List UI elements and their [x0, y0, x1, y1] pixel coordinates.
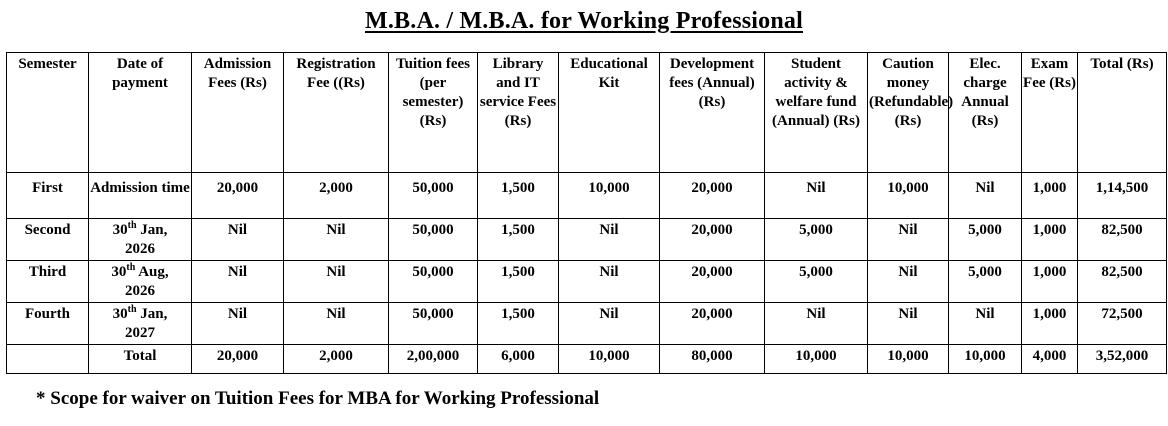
header-total: Total (Rs)	[1078, 53, 1167, 173]
tuition-fees-cell: 50,000	[389, 173, 478, 219]
exam-fee-cell: 1,000	[1022, 261, 1078, 303]
admission-fees-cell: Nil	[192, 303, 284, 345]
elec-charge-cell: 5,000	[949, 219, 1022, 261]
semester-cell: First	[7, 173, 89, 219]
total-cell: 72,500	[1078, 303, 1167, 345]
semester-cell: Fourth	[7, 303, 89, 345]
header-elec-charge: Elec. charge Annual (Rs)	[949, 53, 1022, 173]
page-title: M.B.A. / M.B.A. for Working Professional	[364, 8, 803, 34]
student-activity-cell: Nil	[765, 303, 868, 345]
date-year: 2027	[125, 325, 155, 341]
date-suffix: th	[127, 304, 137, 315]
elec-charge-cell: Nil	[949, 303, 1022, 345]
table-header-row	[7, 53, 1167, 173]
header-educational-kit: Educational Kit	[559, 53, 660, 173]
total-label: Total	[89, 345, 192, 374]
educational-kit-total: 10,000	[559, 345, 660, 374]
development-fees-total: 80,000	[660, 345, 765, 374]
date-month: Jan,	[136, 306, 168, 322]
date-suffix: th	[127, 220, 137, 231]
tuition-fees-total: 2,00,000	[389, 345, 478, 374]
date-cell: Admission time	[89, 173, 192, 219]
registration-fee-cell: 2,000	[284, 173, 389, 219]
total-cell: 82,500	[1078, 261, 1167, 303]
header-date-of-payment: Date of payment	[89, 53, 192, 173]
date-day: 30	[111, 264, 127, 280]
exam-fee-cell: 1,000	[1022, 219, 1078, 261]
library-it-fees-cell: 1,500	[478, 173, 559, 219]
educational-kit-cell: 10,000	[559, 173, 660, 219]
caution-money-total: 10,000	[868, 345, 949, 374]
header-semester: Semester	[7, 53, 89, 173]
elec-charge-cell: 5,000	[949, 261, 1022, 303]
date-month: Aug,	[135, 264, 169, 280]
student-activity-total: 10,000	[765, 345, 868, 374]
library-it-fees-cell: 1,500	[478, 303, 559, 345]
registration-fee-cell: Nil	[284, 303, 389, 345]
library-it-fees-total: 6,000	[478, 345, 559, 374]
elec-charge-total: 10,000	[949, 345, 1022, 374]
empty-cell	[7, 345, 89, 374]
exam-fee-cell: 1,000	[1022, 173, 1078, 219]
date-cell	[89, 219, 192, 261]
header-tuition-fees: Tuition fees (per semester) (Rs)	[389, 53, 478, 173]
header-student-activity-fund: Student activity & welfare fund (Annual) (Rs)	[765, 53, 868, 173]
educational-kit-cell: Nil	[559, 219, 660, 261]
header-library-it-fees: Library and IT service Fees (Rs)	[478, 53, 559, 173]
date-cell	[89, 303, 192, 345]
date-suffix: th	[126, 262, 136, 273]
exam-fee-cell: 1,000	[1022, 303, 1078, 345]
tuition-fees-cell: 50,000	[389, 261, 478, 303]
admission-fees-cell: Nil	[192, 261, 284, 303]
total-cell: 82,500	[1078, 219, 1167, 261]
development-fees-cell: 20,000	[660, 261, 765, 303]
educational-kit-cell: Nil	[559, 303, 660, 345]
student-activity-cell: Nil	[765, 173, 868, 219]
grand-total: 3,52,000	[1078, 345, 1167, 374]
date-cell	[89, 261, 192, 303]
development-fees-cell: 20,000	[660, 303, 765, 345]
footnote: * Scope for waiver on Tuition Fees for MBA for Working Professional	[36, 388, 600, 409]
exam-fee-total: 4,000	[1022, 345, 1078, 374]
caution-money-cell: 10,000	[868, 173, 949, 219]
student-activity-cell: 5,000	[765, 261, 868, 303]
admission-fees-cell: Nil	[192, 219, 284, 261]
development-fees-cell: 20,000	[660, 173, 765, 219]
library-it-fees-cell: 1,500	[478, 261, 559, 303]
date-month: Jan,	[136, 222, 168, 238]
date-year: 2026	[125, 241, 155, 257]
registration-fee-cell: Nil	[284, 261, 389, 303]
total-cell: 1,14,500	[1078, 173, 1167, 219]
educational-kit-cell: Nil	[559, 261, 660, 303]
caution-money-cell: Nil	[868, 219, 949, 261]
caution-money-cell: Nil	[868, 261, 949, 303]
header-development-fees: Development fees (Annual) (Rs)	[660, 53, 765, 173]
date-day: 30	[112, 306, 128, 322]
table-row	[7, 219, 1167, 261]
date-day: 30	[112, 222, 128, 238]
header-registration-fee: Registration Fee ((Rs)	[284, 53, 389, 173]
table-row	[7, 173, 1167, 219]
tuition-fees-cell: 50,000	[389, 303, 478, 345]
student-activity-cell: 5,000	[765, 219, 868, 261]
development-fees-cell: 20,000	[660, 219, 765, 261]
admission-fees-cell: 20,000	[192, 173, 284, 219]
table-row	[7, 261, 1167, 303]
header-admission-fees: Admission Fees (Rs)	[192, 53, 284, 173]
registration-fee-total: 2,000	[284, 345, 389, 374]
tuition-fees-cell: 50,000	[389, 219, 478, 261]
header-exam-fee: Exam Fee (Rs)	[1022, 53, 1078, 173]
total-row	[7, 345, 1167, 374]
registration-fee-cell: Nil	[284, 219, 389, 261]
semester-cell: Second	[7, 219, 89, 261]
date-year: 2026	[125, 283, 155, 299]
table-row	[7, 303, 1167, 345]
elec-charge-cell: Nil	[949, 173, 1022, 219]
caution-money-cell: Nil	[868, 303, 949, 345]
fee-table	[6, 52, 1167, 374]
library-it-fees-cell: 1,500	[478, 219, 559, 261]
admission-fees-total: 20,000	[192, 345, 284, 374]
header-caution-money: Caution money (Refundable) (Rs)	[868, 53, 949, 173]
semester-cell: Third	[7, 261, 89, 303]
